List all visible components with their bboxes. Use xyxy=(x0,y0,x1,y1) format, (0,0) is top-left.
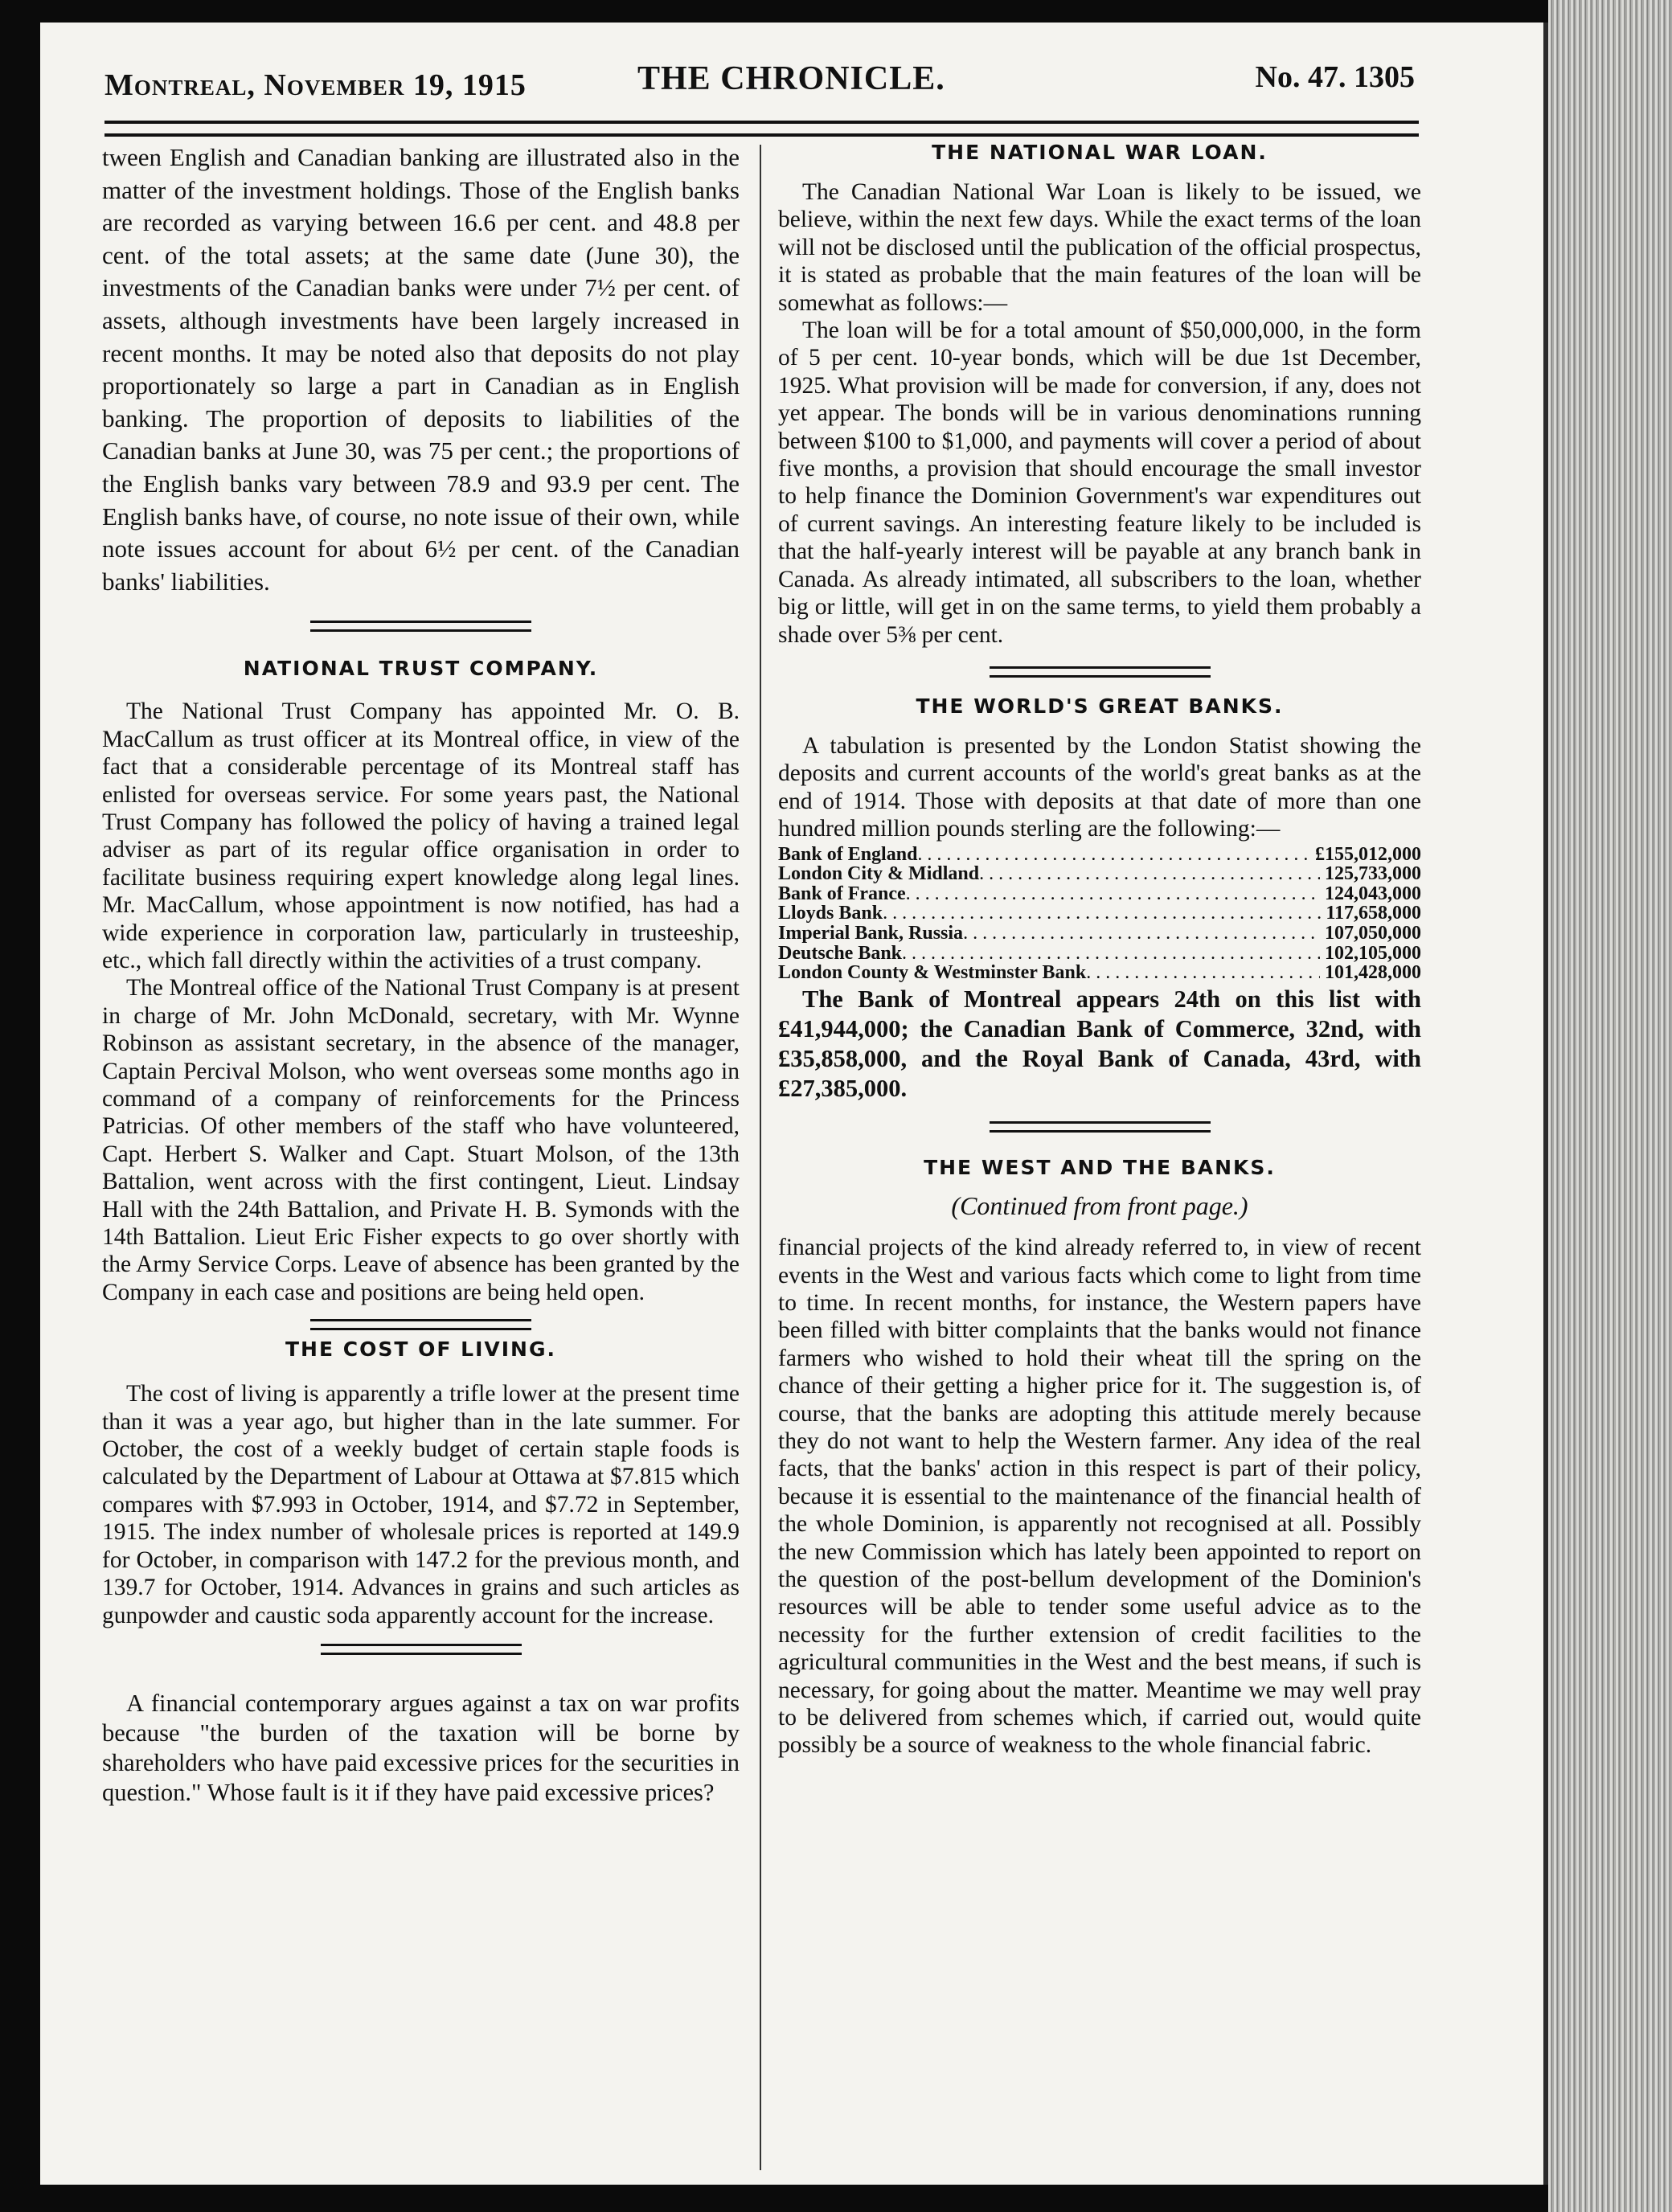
bank-deposits: 107,050,000 xyxy=(1325,922,1421,944)
section-divider xyxy=(990,1121,1211,1133)
leader-dots xyxy=(979,864,1320,884)
bank-name: Imperial Bank, Russia xyxy=(778,922,964,944)
section-divider xyxy=(310,1319,531,1330)
leader-dots xyxy=(963,924,1320,944)
bank-name: Deutsche Bank xyxy=(778,942,903,964)
bank-deposits: £155,012,000 xyxy=(1315,843,1421,865)
heading-national-trust: NATIONAL TRUST COMPANY. xyxy=(243,657,599,681)
header-issue-page: No. 47. 1305 xyxy=(1255,60,1415,94)
cost-paragraph: The cost of living is apparently a trifle lower at the present time than it was a year ago, but higher than in the late summer. For October, the cost of a weekly budget of certain staple foods is calculated by the Department of Labour at Ottawa at $7.815 which compares with $7.993 in October, 1914, and $7.72 in September, 1915. The index number of wholesale prices is reported at 149.9 for October, in comparison with 147.2 for the previous month, and 139.7 for October, 1914. Advances in grains and such articles as gunpowder and caustic soda apparently account for the increase. xyxy=(102,1381,740,1628)
closing-paragraph: A financial contemporary argues against a tax on war profits because "the burden of the taxation will be borne by shareholders who have paid excessive prices for the securities in question." Whose fault is it if they have paid excessive prices? xyxy=(102,1689,740,1806)
heading-west-and-banks: THE WEST AND THE BANKS. xyxy=(924,1155,1276,1179)
continued-note: (Continued from front page.) xyxy=(951,1190,1248,1220)
table-row xyxy=(778,963,1421,983)
header-publication-title: THE CHRONICLE. xyxy=(637,60,945,97)
bank-name: Lloyds Bank xyxy=(778,903,883,924)
left-column xyxy=(102,141,740,1808)
trust-paragraph-2: The Montreal office of the National Trust Company is at present in charge of Mr. John McDonald, secretary, with Mr. Wynne Robinson as assistant secretary, in the absence of the manager, Captain Percival Molson, who went overseas some months ago in command of a company of reinforcements for the Princess Patricias. Of other members of the staff who have volunteered, Capt. Herbert S. Walker and Capt. Stuart Molson, of the 13th Battalion, went across with the first contingent, Lieut. Lindsay Hall with the 24th Battalion, and Private H. B. Symonds with the 14th Battalion. Lieut Eric Fisher expects to go over shortly with the Army Service Corps. Leave of absence has been granted by the Company in each case and positions are being held open. xyxy=(102,975,740,1305)
leader-dots xyxy=(883,903,1321,924)
bank-deposits: 102,105,000 xyxy=(1325,942,1421,964)
bank-deposits: 124,043,000 xyxy=(1325,883,1421,904)
table-row xyxy=(778,864,1421,884)
bank-name: Bank of France xyxy=(778,883,906,904)
page-header xyxy=(64,59,1415,108)
table-row xyxy=(778,924,1421,944)
leader-dots xyxy=(1086,963,1320,983)
leader-dots xyxy=(902,944,1320,964)
table-row xyxy=(778,944,1421,964)
leader-dots xyxy=(917,845,1310,865)
table-row xyxy=(778,845,1421,865)
section-divider xyxy=(310,621,531,632)
right-column xyxy=(778,141,1421,1759)
great-banks-paragraph-1: A tabulation is presented by the London Statist showing the deposits and current accounts of the world's great banks as at the end of 1914. Those with deposits at that date of more than one hundred million pounds sterling are the following:— xyxy=(778,732,1421,842)
table-row xyxy=(778,903,1421,924)
heading-war-loan: THE NATIONAL WAR LOAN. xyxy=(932,141,1268,164)
header-double-rule xyxy=(104,121,1419,137)
bank-name: Bank of England xyxy=(778,843,918,865)
bank-deposits: 101,428,000 xyxy=(1325,962,1421,984)
west-paragraph: financial projects of the kind already referred to, in view of recent events in the West and various facts which come to light from time to time. In recent months, for instance, the Western papers have been filled with bitter complaints that the banks would not finance farmers who wished to hold their wheat till the spring on the chance of their getting a higher price for it. The suggestion is, of course, that the banks are adopting this attitude merely because they do not want to help the Western farmer. Any idea of the real facts, that the banks' action in this respect is part of their policy, because it is essential to the maintenance of the financial health of the whole Dominion, is apparently not recognised at all. Possibly the new Commission which has lately been appointed to report on the question of the post-bellum development of the Dominion's resources will be able to tender some useful advice as to the necessity for the further extension of credit facilities to the agricultural communities in the West and the best means, if such is necessary, for going about the matter. Meantime we may well pray to be delivered from schemes which, if carried out, would quite possibly be a source of weakness to the whole financial fabric. xyxy=(778,1235,1421,1759)
war-loan-paragraph-2: The loan will be for a total amount of $50,000,000, in the form of 5 per cent. 10-year bonds, which will be due 1st December, 1925. What provision will be made for conversion, if any, does not yet appear. The bonds will be in various denominations running between $100 to $1,000, and payments will cover a period of about five months, a provision that should encourage the small investor to help finance the Dominion Government's war expenditures out of current savings. An interesting feature likely to be included is that the half-yearly interest will be payable at any branch bank in Canada. As already intimated, all subscribers to the loan, whether big or little, will get in on the same terms, to yield them probably a shade over 5⅜ per cent. xyxy=(778,317,1421,648)
book-page-edges xyxy=(1548,0,1672,2212)
continued-article-text: tween English and Canadian banking are illustrated also in the matter of the investment holdings. Those of the English banks are recorded as varying between 16.6 per cent. and 48.8 per cent. of the total assets; at the same date (June 30), the investments of the Canadian banks were under 7½ per cent. of assets, although investments have been largely increased in recent months. It may be noted also that deposits do not play proportionately so large a part in Canadian as in English banking. The proportion of deposits to liabilities of the Canadian banks at June 30, was 75 per cent.; the proportions of the English banks vary between 78.9 and 93.9 per cent. The English banks have, of course, no note issue of their own, while note issues account for about 6½ per cent. of the Canadian banks' liabilities. xyxy=(102,143,740,596)
bank-deposits-table xyxy=(778,845,1421,983)
section-divider xyxy=(990,666,1211,678)
leader-dots xyxy=(906,884,1320,904)
table-row xyxy=(778,884,1421,904)
bank-name: London City & Midland xyxy=(778,863,980,885)
header-dateline: Montreal, November 19, 1915 xyxy=(104,68,527,102)
bank-deposits: 125,733,000 xyxy=(1325,863,1421,885)
column-divider xyxy=(760,145,761,2170)
heading-great-banks: THE WORLD'S GREAT BANKS. xyxy=(916,694,1284,718)
great-banks-paragraph-2: The Bank of Montreal appears 24th on this list with £41,944,000; the Canadian Bank of Commerce, 32nd, with £35,858,000, and the Royal Bank of Canada, 43rd, with £27,385,000. xyxy=(778,985,1421,1102)
trust-paragraph-1: The National Trust Company has appointed Mr. O. B. MacCallum as trust officer at its Montreal office, in view of the fact that a considerable percentage of its Montreal staff has enlisted for overseas service. For some years past, the National Trust Company has followed the policy of having a trained legal adviser as part of its regular office organisation in order to facilitate business requiring expert knowledge along legal lines. Mr. MacCallum, whose appointment is now notified, has had a wide experience in corporation law, particularly in trusteeship, etc., which fall directly within the activities of a trust company. xyxy=(102,698,740,973)
war-loan-paragraph-1: The Canadian National War Loan is likely to be issued, we believe, within the next few days. While the exact terms of the loan will not be disclosed until the publication of the official prospectus, it is stated as probable that the main features of the loan will be somewhat as follows:— xyxy=(778,179,1421,316)
bank-deposits: 117,658,000 xyxy=(1326,903,1421,924)
section-divider xyxy=(321,1644,522,1655)
heading-cost-of-living: THE COST OF LIVING. xyxy=(285,1337,556,1362)
bank-name: London County & Westminster Bank xyxy=(778,962,1087,984)
